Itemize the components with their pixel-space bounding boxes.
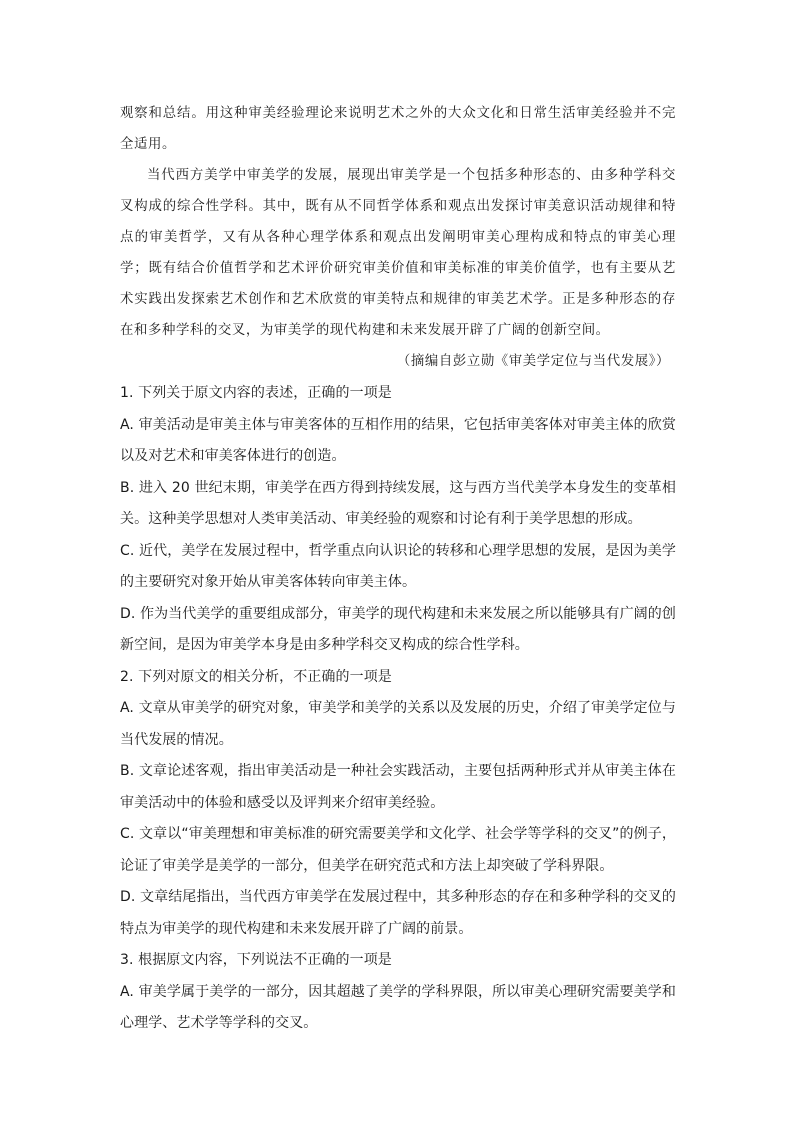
question-2-option-c: C. 文章以“审美理想和审美标准的研究需要美学和文化学、社会学等学科的交叉”的例子，论证了审美学是美学的一部分，但美学在研究范式和方法上却突破了学科界限。	[120, 826, 676, 874]
reading-passage	[120, 98, 676, 377]
question-1-option-d: D. 作为当代美学的重要组成部分，审美学的现代构建和未来发展之所以能够具有广阔的创新空间，是因为审美学本身是由多种学科交叉构成的综合性学科。	[120, 605, 676, 653]
passage-paragraph: 观察和总结。用这种审美经验理论来说明艺术之外的大众文化和日常生活审美经验并不完全适用。	[120, 106, 676, 152]
question-1-option-b: B. 进入 20 世纪末期，审美学在西方得到持续发展，这与西方当代美学本身发生的变革相关。这种美学思想对人类审美活动、审美经验的观察和讨论有利于美学思想的形成。	[120, 479, 676, 527]
question-2-stem: 2. 下列对原文的相关分析，不正确的一项是	[120, 668, 392, 685]
question-3-option-a: A. 审美学属于美学的一部分，因其超越了美学的学科界限，所以审美心理研究需要美学和心理学、艺术学等学科的交叉。	[120, 983, 676, 1031]
question-1-option-c: C. 近代，美学在发展过程中，哲学重点向认识论的转移和心理学思想的发展，是因为美学的主要研究对象开始从审美客体转向审美主体。	[120, 542, 676, 590]
question-2-option-b: B. 文章论述客观，指出审美活动是一种社会实践活动，主要包括两种形式并从审美主体在审美活动中的体验和感受以及评判来介绍审美经验。	[120, 763, 676, 811]
question-1-stem: 1. 下列关于原文内容的表述，正确的一项是	[120, 385, 392, 401]
question-2-option-a: A. 文章从审美学的研究对象，审美学和美学的关系以及发展的历史，介绍了审美学定位与当代发展的情况。	[120, 700, 676, 748]
question-list	[120, 378, 676, 1040]
question-3-stem: 3. 根据原文内容，下列说法不正确的一项是	[120, 952, 392, 968]
question-1-option-a: A. 审美活动是审美主体与审美客体的互相作用的结果，它包括审美客体对审美主体的欣赏以及对艺术和审美客体进行的创造。	[120, 416, 676, 464]
question-2-option-d: D. 文章结尾指出，当代西方审美学在发展过程中，其多种形态的存在和多种学科的交叉的特点为审美学的现代构建和未来发展开辟了广阔的前景。	[120, 889, 676, 937]
passage-paragraph: 当代西方美学中审美学的发展，展现出审美学是一个包括多种形态的、由多种学科交叉构成的综合性学科。其中，既有从不同哲学体系和观点出发探讨审美意识活动规律和特点的审美哲学，又有从各种心理学体系和观点出发阐明审美心理构成和特点的审美心理学；既有结合价值哲学和艺术评价研究审美价值和审美标准的审美价值学，也有主要从艺术实践出发探索艺术创作和艺术欣赏的审美特点和规律的审美艺术学。正是多种形态的存在和多种学科的交叉，为审美学的现代构建和未来发展开辟了广阔的创新空间。	[120, 168, 676, 338]
passage-source: （摘编自彭立勋《审美学定位与当代发展》）	[396, 354, 670, 369]
